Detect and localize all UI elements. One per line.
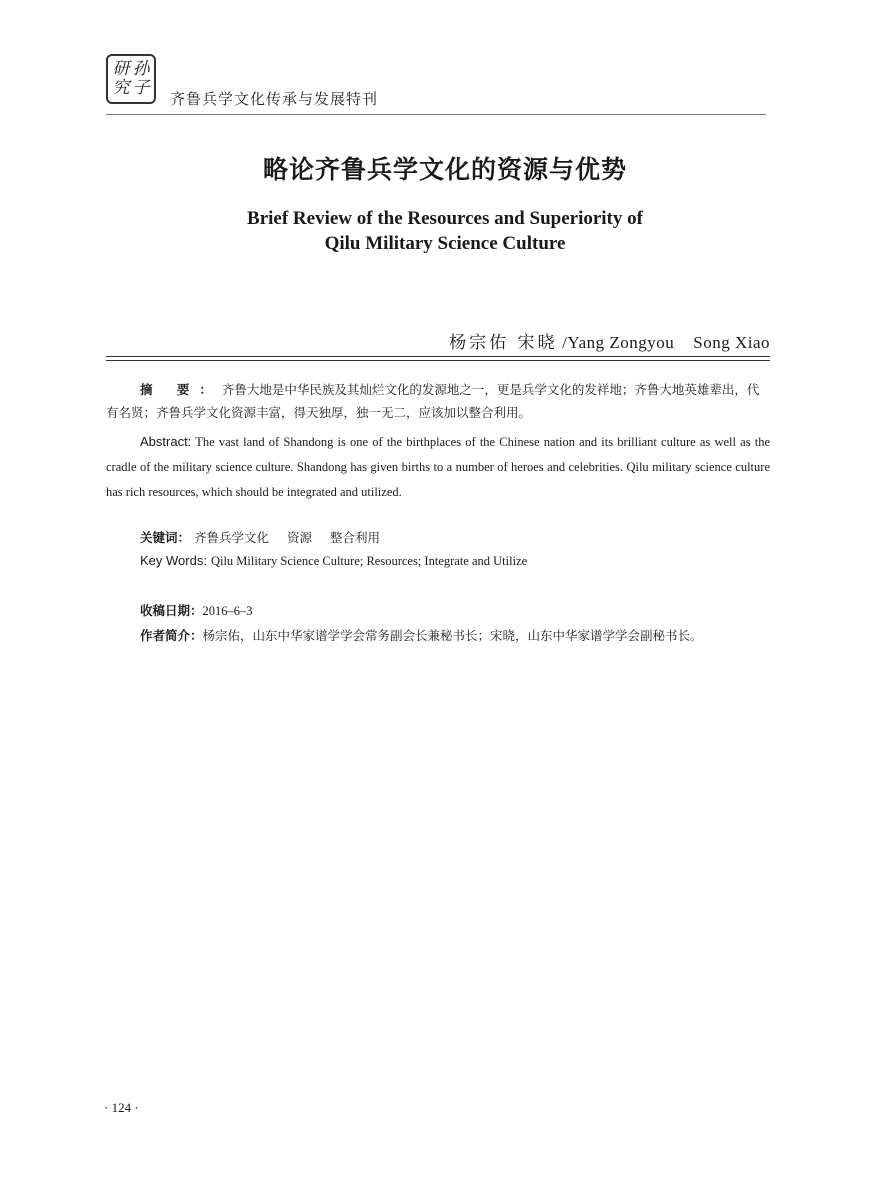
- authors-en: /Yang Zongyou Song Xiao: [562, 333, 770, 352]
- abstract-cn: [106, 378, 770, 424]
- logo-char: 究: [112, 78, 130, 98]
- keywords-cn-list: [194, 530, 394, 545]
- page-number: · 124 ·: [104, 1100, 139, 1115]
- author-bio-line: [140, 626, 703, 644]
- keywords-cn: [140, 528, 394, 546]
- author-line: [449, 328, 770, 353]
- logo-char: 研: [112, 59, 130, 79]
- keyword-item: 资源: [287, 530, 313, 545]
- header-divider: [106, 114, 766, 115]
- article-title-cn: 略论齐鲁兵学文化的资源与优势: [262, 155, 627, 184]
- abstract-en: [106, 429, 770, 505]
- abstract-cn-label: 摘 要：: [140, 382, 222, 397]
- received-date: 2016–6–3: [202, 604, 253, 618]
- authors-cn: 杨宗佑 宋晓: [449, 333, 558, 353]
- abstract-cn-text: 齐鲁大地是中华民族及其灿烂文化的发源地之一，更是兵学文化的发祥地；齐鲁大地英雄辈出，代有名贤；齐鲁兵学文化资源丰富，得天独厚，独一无二，应该加以整合利用。: [106, 382, 760, 420]
- journal-title: 齐鲁兵学文化传承与发展特刊: [170, 90, 379, 108]
- keyword-item: 齐鲁兵学文化: [194, 530, 270, 545]
- keywords-en: [140, 553, 527, 569]
- received-label: 收稿日期：: [140, 603, 203, 618]
- author-bio: 杨宗佑，山东中华家谱学学会常务副会长兼秘书长；宋晓，山东中华家谱学学会副秘书长。: [202, 628, 703, 643]
- divider-top: [106, 356, 770, 357]
- logo-char: 孙: [132, 59, 150, 79]
- keywords-cn-label: 关键词：: [140, 530, 191, 545]
- keywords-en-text: Qilu Military Science Culture; Resources; Integrate and Utilize: [210, 554, 528, 568]
- journal-header: [106, 54, 766, 116]
- abstract-en-text: The vast land of Shandong is one of the birthplaces of the Chinese nation and its brilliant culture as well as the cradle of the military science culture. Shandong has given births to a number of heroes and celebrities. Qilu military science culture has rich resources, which should be integrated and utilized.: [106, 435, 770, 499]
- keywords-en-label: Key Words:: [140, 553, 207, 568]
- keyword-item: 整合利用: [330, 530, 381, 545]
- divider-bottom: [106, 360, 770, 361]
- logo-char: 子: [132, 78, 150, 98]
- article-title-en-line1: Brief Review of the Resources and Superiority of: [247, 208, 643, 229]
- article-title-en: [0, 206, 890, 256]
- received-date-line: [140, 601, 253, 619]
- article-title-en-line2: Qilu Military Science Culture: [324, 233, 566, 254]
- author-bio-label: 作者简介：: [140, 628, 203, 643]
- abstract-en-label: Abstract:: [140, 434, 192, 449]
- journal-logo: [106, 54, 156, 104]
